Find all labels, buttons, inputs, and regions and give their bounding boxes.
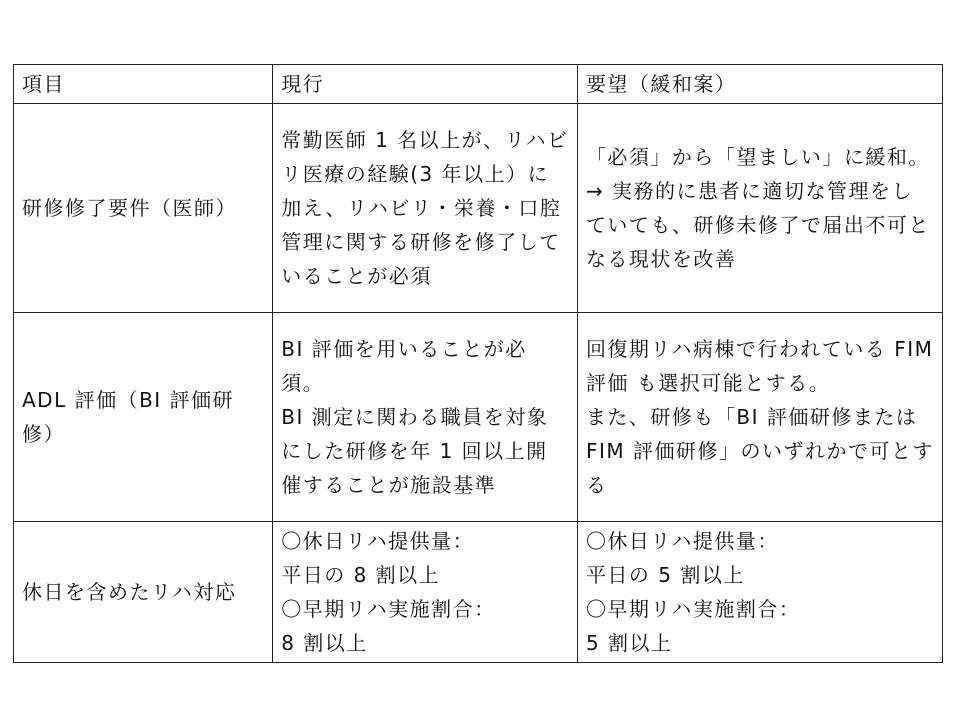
header-request: 要望（緩和案） (577, 65, 942, 104)
header-current: 現行 (273, 65, 578, 104)
request-cell (577, 313, 942, 522)
item-cell (14, 522, 273, 663)
current-text: 〇休日リハ提供量： 平日の 8 割以上 〇早期リハ実施割合： 8 割以上 (281, 529, 496, 655)
table-row (14, 522, 943, 663)
current-text: BI 評価を用いることが必須。 BI 測定に関わる職員を対象にした研修を年 1 回以上開催することが施設基準 (281, 337, 549, 497)
item-cell (14, 313, 273, 522)
table-row (14, 313, 943, 522)
current-text: 常勤医師 1 名以上が、リハビリ医療の経験(3 年以上）に加え、リハビリ・栄養・口腔管理に関する研修を修了していることが必須 (281, 128, 569, 288)
header-item: 項目 (14, 65, 273, 104)
item-cell (14, 104, 273, 313)
request-cell (577, 104, 942, 313)
request-text: 回復期リハ病棟で行われている FIM 評価 も選択可能とする。 また、研修も「BI 評価研修または FIM 評価研修」のいずれかで可とする (585, 337, 934, 497)
table-header-row (14, 65, 943, 104)
current-cell (273, 522, 578, 663)
request-text: 「必須」から「望ましい」に緩和。 → 実務的に患者に適切な管理をしていても、研修未修了で届出不可となる現状を改善 (585, 145, 930, 271)
request-cell (577, 522, 942, 663)
table-row (14, 104, 943, 313)
item-text: 研修修了要件（医師） (22, 196, 237, 220)
current-cell (273, 104, 578, 313)
requirements-table (13, 64, 943, 663)
current-cell (273, 313, 578, 522)
item-text: ADL 評価（BI 評価研修） (22, 388, 235, 446)
request-text: 〇休日リハ提供量： 平日の 5 割以上 〇早期リハ実施割合： 5 割以上 (585, 529, 801, 655)
item-text: 休日を含めたリハ対応 (22, 580, 237, 604)
